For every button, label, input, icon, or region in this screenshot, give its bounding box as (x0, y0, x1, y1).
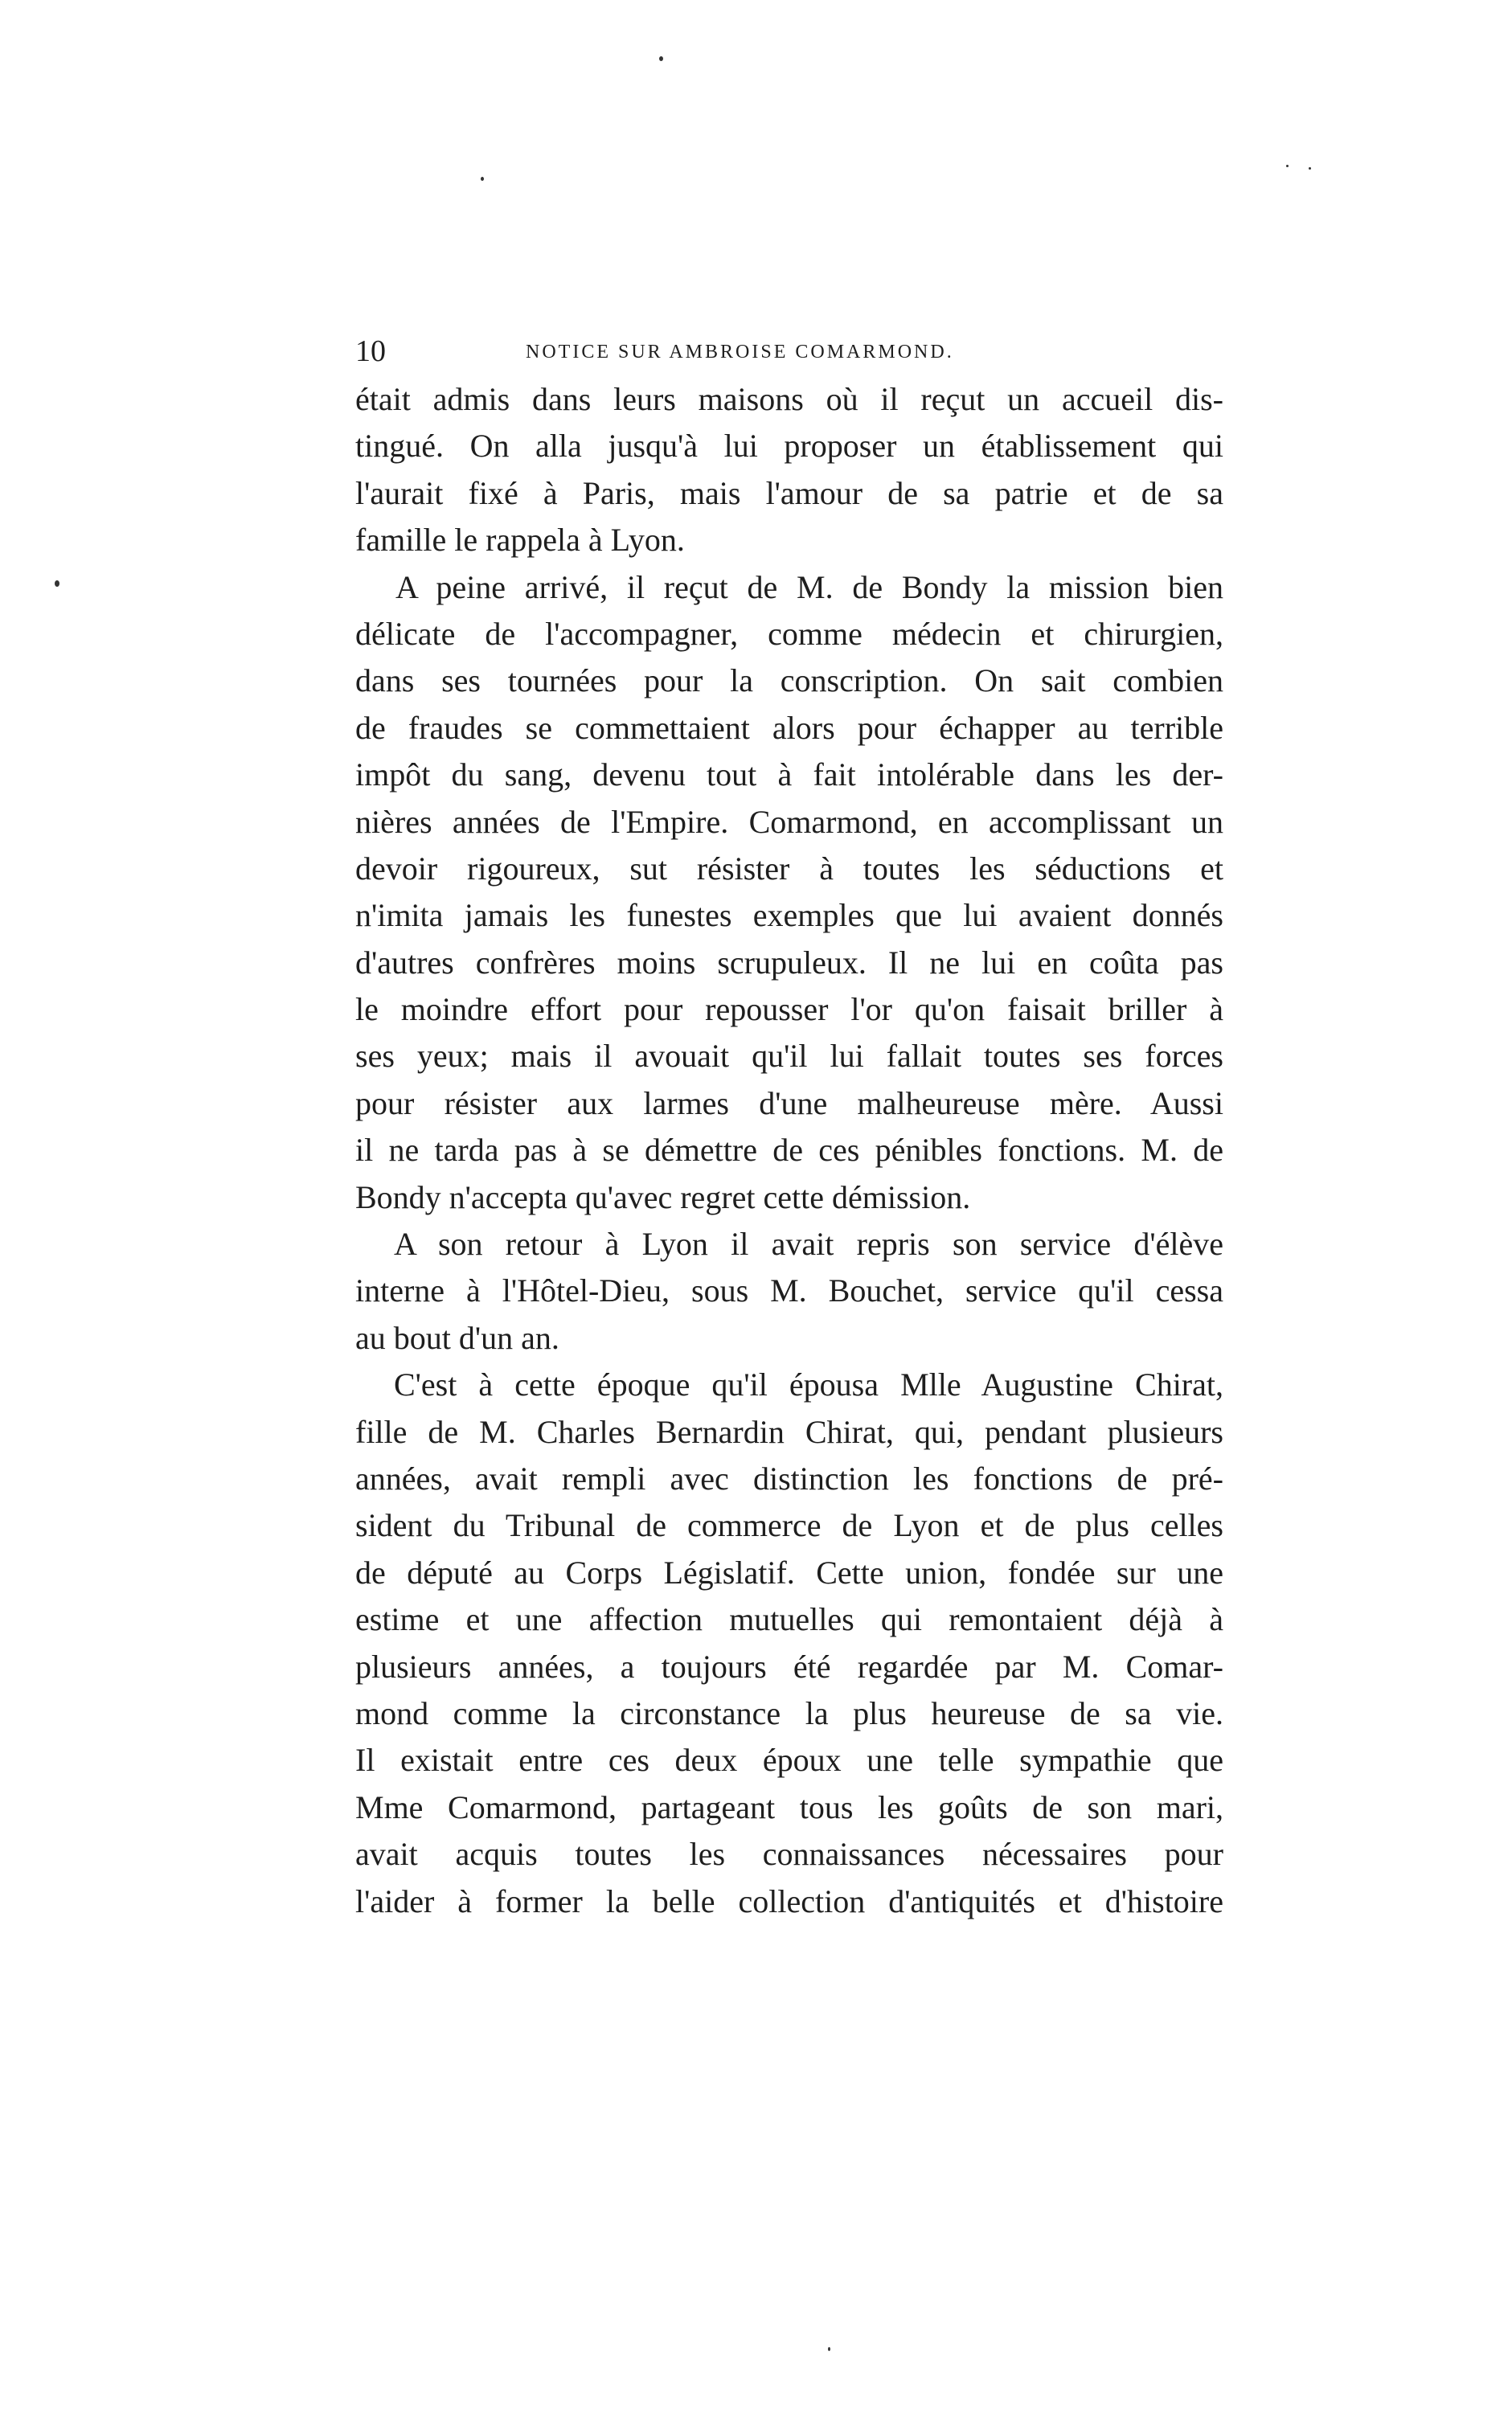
text-line: il ne tarda pas à se démettre de ces pénibles fonctions. M. de (355, 1132, 1223, 1169)
text-line: l'aurait fixé à Paris, mais l'amour de sa patrie et de sa (355, 474, 1223, 511)
text-line: A son retour à Lyon il avait repris son service d'élève (394, 1226, 1223, 1263)
text-line: sident du Tribunal de commerce de Lyon et de plus celles (355, 1507, 1223, 1544)
text-line: A peine arrivé, il reçut de M. de Bondy la mission bien (395, 568, 1223, 605)
running-title: NOTICE SUR AMBROISE COMARMOND. (526, 342, 954, 363)
print-speck (828, 2347, 830, 2351)
print-speck (1309, 167, 1311, 170)
text-line: interne à l'Hôtel-Dieu, sous M. Bouchet, service qu'il cessa (355, 1272, 1223, 1309)
text-line: années, avait rempli avec distinction les fonctions de pré- (355, 1460, 1223, 1497)
page-header (355, 331, 1223, 371)
text-line: le moindre effort pour repousser l'or qu'on faisait briller à (355, 991, 1223, 1028)
text-line: Il existait entre ces deux époux une telle sympathie que (355, 1742, 1223, 1779)
text-line: plusieurs années, a toujours été regardée par M. Comar- (355, 1648, 1223, 1685)
text-line: était admis dans leurs maisons où il reçut un accueil dis- (355, 381, 1223, 417)
text-line: ses yeux; mais il avouait qu'il lui fallait toutes ses forces (355, 1038, 1223, 1075)
text-line: Mme Comarmond, partageant tous les goûts de son mari, (355, 1788, 1223, 1825)
print-speck (481, 177, 484, 181)
text-line: de fraudes se commettaient alors pour échapper au terrible (355, 709, 1223, 746)
text-line: l'aider à former la belle collection d'antiquités et d'histoire (355, 1882, 1223, 1919)
print-speck (1286, 165, 1289, 167)
text-line: de député au Corps Législatif. Cette union, fondée sur une (355, 1554, 1223, 1591)
page-number: 10 (355, 334, 386, 368)
text-line: C'est à cette époque qu'il épousa Mlle Augustine Chirat, (394, 1366, 1223, 1403)
paragraph-1 (355, 376, 1223, 564)
paragraph-2 (355, 564, 1223, 1221)
body-text (355, 376, 1223, 1925)
print-speck (659, 56, 663, 61)
paragraph-3 (355, 1221, 1223, 1362)
text-line: Bondy n'accepta qu'avec regret cette démission. (355, 1178, 971, 1215)
text-line: estime et une affection mutuelles qui remontaient déjà à (355, 1601, 1223, 1638)
text-line: nières années de l'Empire. Comarmond, en accomplissant un (355, 803, 1223, 840)
text-line: impôt du sang, devenu tout à fait intolérable dans les der- (355, 756, 1223, 793)
paragraph-4 (355, 1362, 1223, 1925)
text-line: d'autres confrères moins scrupuleux. Il ne lui en coûta pas (355, 944, 1223, 981)
text-line: pour résister aux larmes d'une malheureuse mère. Aussi (355, 1084, 1223, 1121)
print-speck (55, 580, 59, 587)
text-line: dans ses tournées pour la conscription. On sait combien (355, 662, 1223, 699)
text-line: au bout d'un an. (355, 1319, 559, 1356)
text-line: devoir rigoureux, sut résister à toutes les séductions et (355, 850, 1223, 887)
text-line: délicate de l'accompagner, comme médecin et chirurgien, (355, 615, 1223, 652)
text-line: famille le rappela à Lyon. (355, 522, 685, 559)
text-line: mond comme la circonstance la plus heureuse de sa vie. (355, 1694, 1223, 1731)
text-line: fille de M. Charles Bernardin Chirat, qui, pendant plusieurs (355, 1413, 1223, 1450)
text-line: tingué. On alla jusqu'à lui proposer un établissement qui (355, 428, 1223, 465)
text-line: avait acquis toutes les connaissances nécessaires pour (355, 1836, 1223, 1873)
text-line: n'imita jamais les funestes exemples que lui avaient donnés (355, 897, 1223, 934)
